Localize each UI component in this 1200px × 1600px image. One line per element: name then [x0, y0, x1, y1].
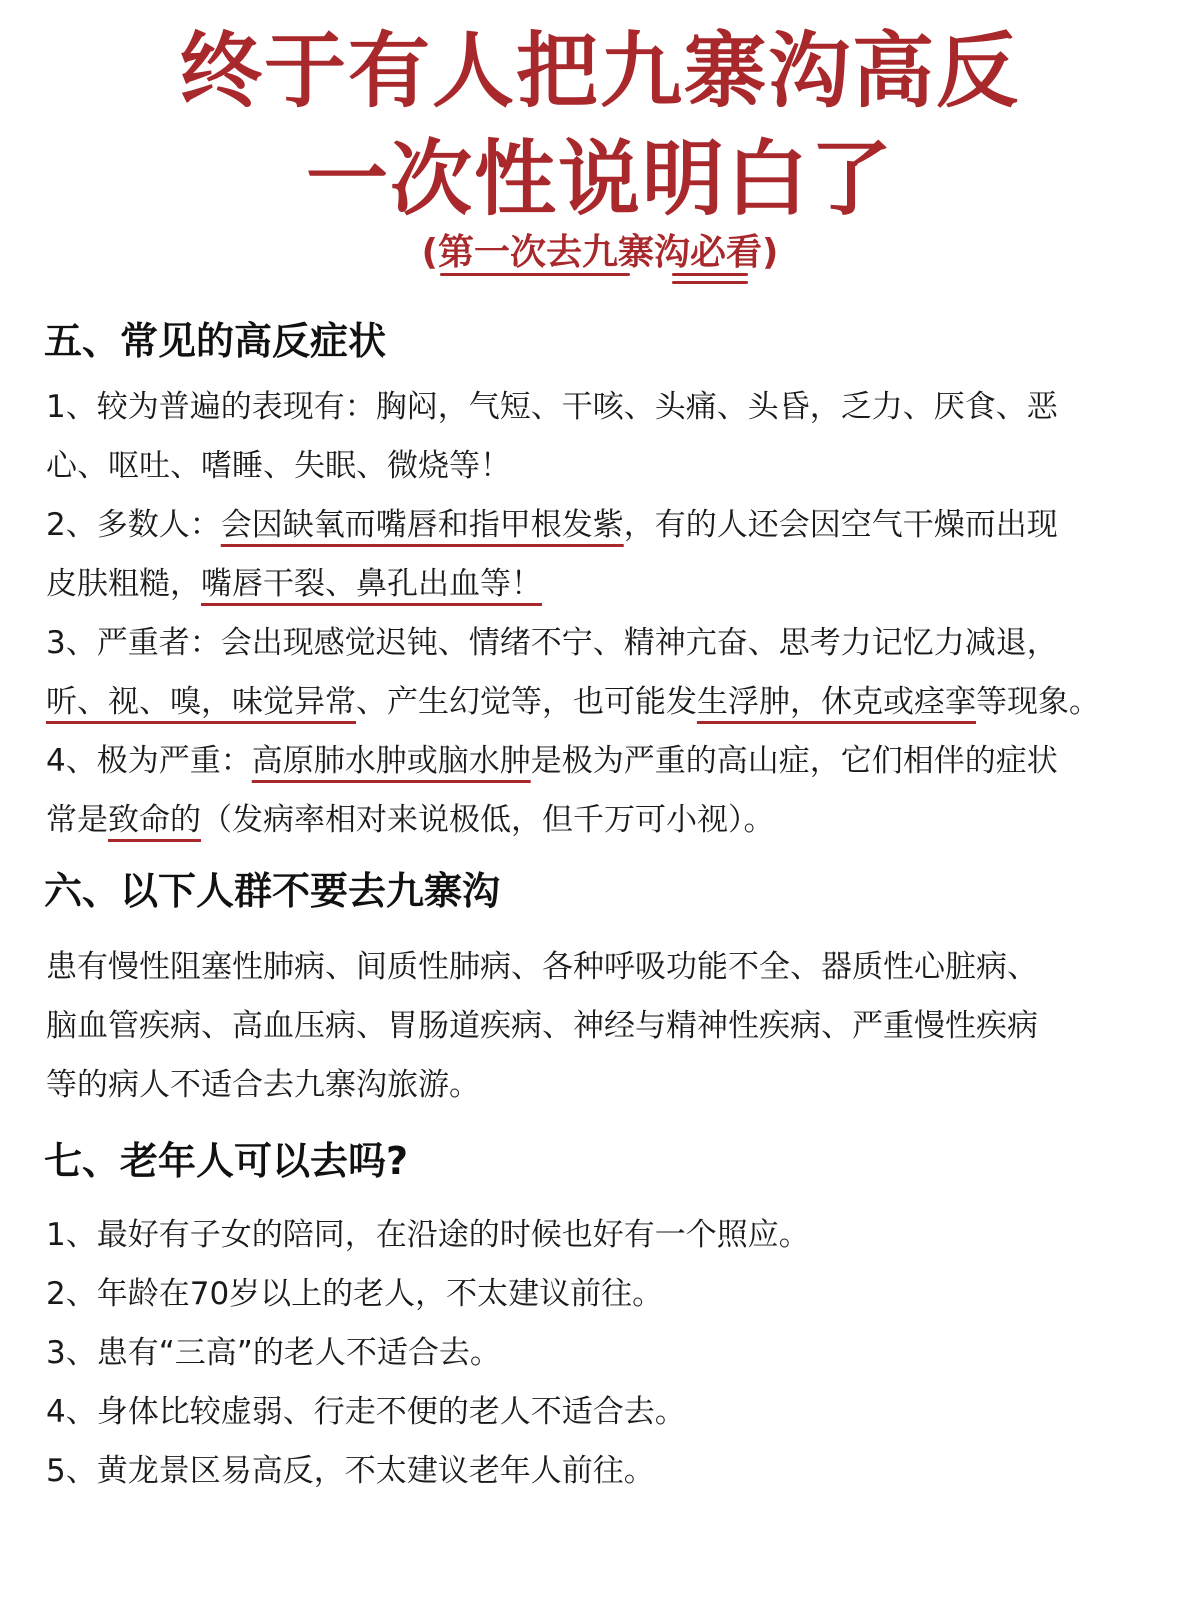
symptoms-item-4-line1	[46, 732, 1176, 791]
elderly-item-4: 4、身体比较虚弱、行走不便的老人不适合去。	[46, 1394, 686, 1430]
text-segment: 4、极为严重：	[46, 743, 252, 779]
symptoms-item-3-line1: 3、严重者：会出现感觉迟钝、情绪不宁、精神亢奋、思考力记忆力减退，	[46, 625, 1058, 661]
elderly-item-2: 2、年龄在70岁以上的老人，不太建议前往。	[46, 1276, 664, 1312]
symptoms-item-4-line2	[46, 791, 1176, 850]
page-subtitle: (第一次去九寨沟必看)	[421, 232, 779, 273]
text-segment: 常是	[46, 802, 108, 838]
text-segment: （发病率相对来说极低，但千万可小视）。	[201, 802, 775, 838]
elderly-item-5: 5、黄龙景区易高反，不太建议老年人前往。	[46, 1453, 655, 1489]
unsuitable-groups-line2: 脑血管疾病、高血压病、胃肠道疾病、神经与精神性疾病、严重慢性疾病	[46, 1008, 1038, 1044]
subtitle-underline-left	[440, 273, 630, 276]
text-segment: 、产生幻觉等，也可能发	[356, 684, 697, 720]
section-heading-symptoms: 五、常见的高反症状	[44, 319, 387, 363]
symptoms-item-3-line2	[46, 673, 1176, 732]
highlighted-text: 生浮肿，休克或痉挛	[697, 684, 976, 720]
elderly-item-3: 3、患有“三高”的老人不适合去。	[46, 1335, 501, 1371]
elderly-item-1: 1、最好有子女的陪同，在沿途的时候也好有一个照应。	[46, 1217, 810, 1253]
unsuitable-groups-line3: 等的病人不适合去九寨沟旅游。	[46, 1067, 480, 1103]
highlighted-text: 听、视、嗅，味觉异常	[46, 684, 356, 720]
subtitle-underline-right-1	[672, 273, 748, 276]
section-heading-elderly: 七、老年人可以去吗?	[44, 1139, 409, 1183]
highlighted-text: 致命的	[108, 802, 201, 838]
subtitle-underline-right-2	[672, 281, 748, 284]
unsuitable-groups-line1: 患有慢性阻塞性肺病、间质性肺病、各种呼吸功能不全、器质性心脏病、	[46, 949, 1038, 985]
highlighted-text: 高原肺水肿或脑水肿	[251, 743, 531, 779]
page-title-line1: 终于有人把九寨沟高反	[179, 24, 1020, 119]
symptoms-item-1-line1: 1、较为普遍的表现有：胸闷，气短、干咳、头痛、头昏，乏力、厌食、恶	[46, 389, 1058, 425]
symptoms-item-2-line1	[46, 496, 1176, 555]
text-segment: 2、多数人：	[46, 507, 221, 543]
text-segment: ，有的人还会因空气干燥而出现	[623, 507, 1058, 543]
symptoms-item-2-line2	[46, 555, 1176, 614]
section-heading-unsuitable-groups: 六、以下人群不要去九寨沟	[44, 869, 501, 913]
highlighted-text: 嘴唇干裂、鼻孔出血等！	[201, 566, 542, 602]
highlighted-text: 会因缺氧而嘴唇和指甲根发紫	[220, 507, 624, 543]
text-segment: 皮肤粗糙，	[46, 566, 201, 602]
symptoms-item-1-line2: 心、呕吐、嗜睡、失眠、微烧等！	[46, 448, 511, 484]
page-title-line2: 一次性说明白了	[305, 132, 894, 227]
text-segment: 等现象。	[976, 684, 1100, 720]
text-segment: 是极为严重的高山症，它们相伴的症状	[530, 743, 1058, 779]
